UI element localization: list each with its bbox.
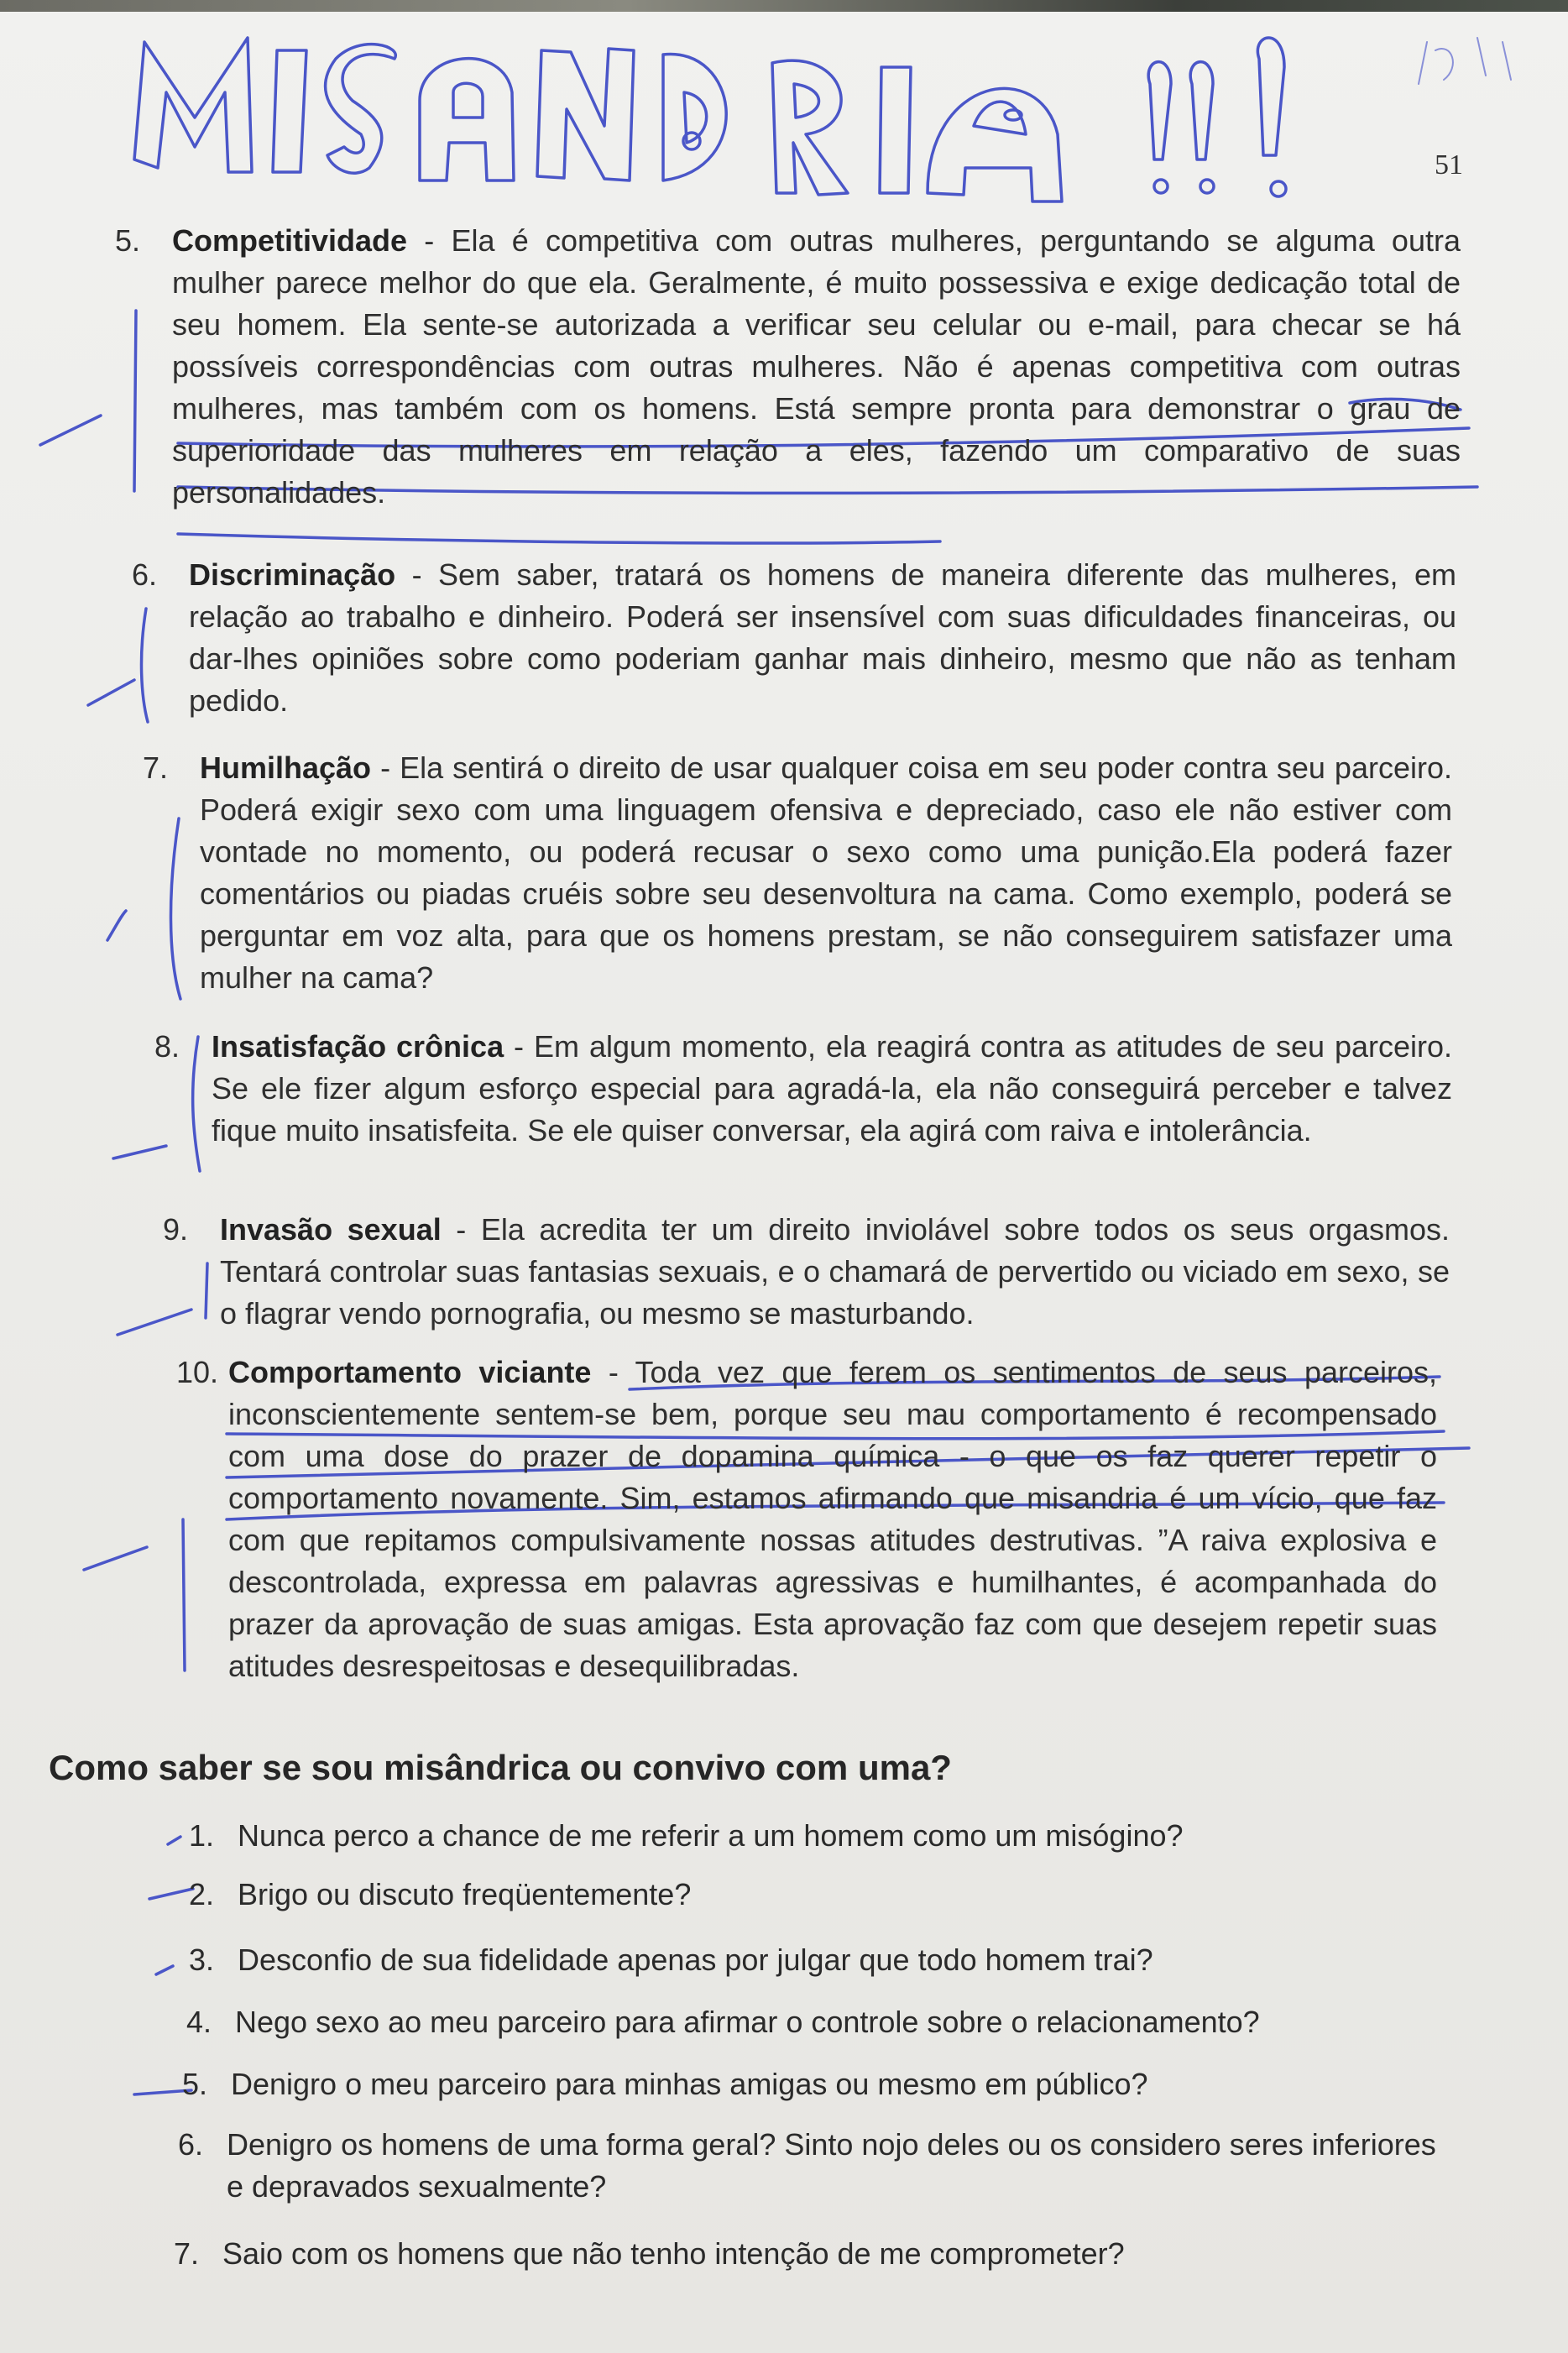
question-text: Brigo ou discuto freqüentemente?	[238, 1877, 692, 1911]
item-number: 9.	[163, 1212, 189, 1247]
item-number: 8.	[154, 1029, 180, 1064]
page-top-edge	[0, 0, 1568, 12]
list-item-8	[154, 1026, 1453, 1152]
item-number: 10.	[176, 1355, 219, 1389]
list-item-9	[163, 1209, 1450, 1335]
list-item-5	[115, 220, 1461, 514]
question-number: 6.	[178, 2127, 204, 2162]
question-item	[186, 2001, 1435, 2043]
question-number: 7.	[174, 2236, 200, 2271]
item-text: - Em algum momento, ela reagirá contra as atitudes de seu parceiro. Se ele fizer algum esforço especial para agradá-la, ela não conseguirá perceber e talvez fique muito insatisfeita. Se ele quiser conversar, ela agirá com raiva e intolerância.	[212, 1029, 1453, 1148]
question-item	[189, 1874, 1438, 1916]
question-item	[182, 2063, 1431, 2105]
item-title: Invasão sexual	[220, 1212, 442, 1247]
question-item	[178, 2124, 1452, 2208]
question-number: 1.	[189, 1818, 215, 1853]
question-text: Nego sexo ao meu parceiro para afirmar o controle sobre o relacionamento?	[235, 2005, 1260, 2039]
question-text: Desconfio de sua fidelidade apenas por julgar que todo homem trai?	[238, 1943, 1153, 1977]
item-text: - Ela sentirá o direito de usar qualquer coisa em seu poder contra seu parceiro. Poderá exigir sexo com uma linguagem ofensiva e depreciado, caso ele não estiver com vontade no momento, ou poderá recusar o sexo como uma punição.Ela poderá fazer comentários ou piadas cruéis sobre seu desenvoltura na cama. Como exemplo, poderá se perguntar em voz alta, para que os homens prestam, se não conseguirem satisfazer uma mulher na cama?	[200, 750, 1452, 995]
question-text: Nunca perco a chance de me referir a um homem como um misógino?	[238, 1818, 1184, 1853]
item-title: Insatisfação crônica	[212, 1029, 504, 1064]
item-title: Comportamento viciante	[228, 1355, 592, 1389]
list-item-10	[176, 1352, 1437, 1687]
page-number: 51	[1435, 149, 1463, 180]
item-text: - Sem saber, tratará os homens de maneira diferente das mulheres, em relação ao trabalho e dinheiro. Poderá ser insensível com suas dificuldades financeiras, ou dar-lhes opiniões sobre como poderiam ganhar mais dinheiro, mesmo que não as tenham pedido.	[189, 557, 1456, 718]
question-text: Denigro os homens de uma forma geral? Sinto nojo deles ou os considero seres inferiores e depravados sexualmente?	[227, 2127, 1436, 2204]
item-title: Competitividade	[172, 223, 408, 258]
item-text: - Ela acredita ter um direito inviolável sobre todos os seus orgasmos. Tentará controlar suas fantasias sexuais, e o chamará de pervertido ou viciado em sexo, se o flagrar vendo pornografia, ou mesmo se masturbando.	[220, 1212, 1450, 1331]
question-item	[189, 1815, 1438, 1857]
item-text: - Toda vez que ferem os sentimentos de seus parceiros, inconscientemente sentem-se bem, porque seu mau comportamento é recompensado com uma dose do prazer de dopamina química - o que os faz querer repetir o comportamento novamente. Sim, estamos afirmando que misandria é um vício, que faz com que repitamos compulsivamente nossas atitudes destrutivas. ”A raiva explosiva e descontrolada, expressa em palavras agressivas e humilhantes, é acompanhada do prazer da aprovação de suas amigas. Esta aprovação faz com que desejem repetir suas atitudes desrespeitosas e desequilibradas.	[228, 1355, 1437, 1683]
item-title: Humilhação	[200, 750, 372, 785]
question-number: 5.	[182, 2067, 208, 2101]
item-number: 6.	[132, 557, 158, 592]
question-item	[189, 1939, 1438, 1981]
item-text: - Ela é competitiva com outras mulheres, perguntando se alguma outra mulher parece melhor do que ela. Geralmente, é muito possessiva e exige dedicação total de seu homem. Ela sente-se autorizada a verificar seu celular ou e-mail, para checar se há possíveis correspondências com outras mulheres. Não é apenas competitiva com outras mulheres, mas também com os homens. Está sempre pronta para demonstrar o grau de superioridade das mulheres em relação a eles, fazendo um comparativo de suas personalidades.	[172, 223, 1461, 510]
item-number: 5.	[115, 223, 141, 258]
section-title: Como saber se sou misândrica ou convivo com uma?	[49, 1748, 952, 1787]
question-text: Saio com os homens que não tenho intenção de me comprometer?	[222, 2236, 1125, 2271]
item-number: 7.	[143, 750, 169, 785]
question-number: 3.	[189, 1943, 215, 1977]
list-item-7	[143, 747, 1452, 999]
item-title: Discriminação	[189, 557, 396, 592]
list-item-6	[132, 554, 1456, 722]
question-number: 4.	[186, 2005, 212, 2039]
question-item	[174, 2233, 1423, 2275]
question-number: 2.	[189, 1877, 215, 1911]
question-text: Denigro o meu parceiro para minhas amigas ou mesmo em público?	[231, 2067, 1148, 2101]
